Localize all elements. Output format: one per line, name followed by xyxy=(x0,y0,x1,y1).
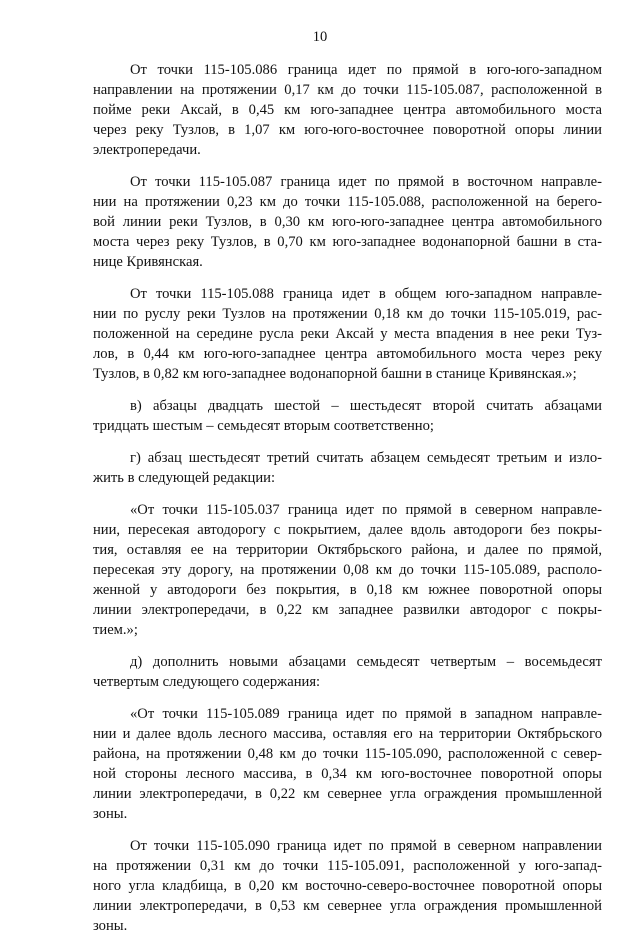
text-line: д) дополнить новыми абзацами семьдесят четвертым – восемьдесят xyxy=(130,654,602,670)
text-line: ной стороны лесного массива, в 0,34 км юго-восточнее поворотной опоры xyxy=(93,766,602,782)
paragraph xyxy=(93,284,602,384)
paragraph xyxy=(93,836,602,936)
text-line: электропередачи. xyxy=(93,142,201,158)
text-line: положенной на середине русла реки Аксай у места впадения в нее реки Туз- xyxy=(93,326,602,342)
text-line: направлении на протяжении 0,17 км до точки 115-105.087, расположенной в xyxy=(93,82,602,98)
text-line: тридцать шестым – семьдесят вторым соответственно; xyxy=(93,418,434,434)
paragraph xyxy=(93,448,602,488)
paragraph xyxy=(93,396,602,436)
paragraph xyxy=(93,172,602,272)
text-line: От точки 115-105.088 граница идет в общем юго-западном направле- xyxy=(130,286,602,302)
text-line: вой линии реки Тузлов, в 0,30 км юго-юго-западнее центра автомобильного xyxy=(93,214,602,230)
text-line: жить в следующей редакции: xyxy=(93,470,276,486)
text-line: зоны. xyxy=(93,918,128,934)
text-line: тия, оставляя ее на территории Октябрьского района, и далее по прямой, xyxy=(93,542,602,558)
text-line: нице Кривянская. xyxy=(93,254,203,270)
text-line: От точки 115-105.090 граница идет по прямой в северном направлении xyxy=(130,838,602,854)
text-line: ного угла кладбища, в 0,20 км восточно-северо-восточнее поворотной опоры xyxy=(93,878,602,894)
text-line: четвертым следующего содержания: xyxy=(93,674,321,690)
page-number: 10 xyxy=(312,29,328,45)
text-line: пойме реки Аксай, в 0,45 км юго-западнее центра автомобильного моста xyxy=(93,102,602,118)
text-line: зоны. xyxy=(93,806,128,822)
text-line: нии, пересекая автодорогу с покрытием, далее вдоль автодороги без покры- xyxy=(93,522,602,538)
text-line: района, на протяжении 0,48 км до точки 115-105.090, расположенной с север- xyxy=(93,746,602,762)
text-line: линии электропередачи, в 0,22 км западнее развилки автодорог с покры- xyxy=(93,602,602,618)
text-line: линии электропередачи, в 0,53 км севернее угла ограждения промышленной xyxy=(93,898,602,914)
text-line: нии и далее вдоль лесного массива, оставляя его на территории Октябрьского xyxy=(93,726,602,742)
text-line: тием.»; xyxy=(93,622,138,638)
paragraph xyxy=(93,60,602,160)
text-line: нии по руслу реки Тузлов на протяжении 0,18 км до точки 115-105.019, рас- xyxy=(93,306,602,322)
text-line: От точки 115-105.086 граница идет по прямой в юго-юго-западном xyxy=(130,62,602,78)
text-line: в) абзацы двадцать шестой – шестьдесят второй считать абзацами xyxy=(130,398,602,414)
text-line: женной у автодороги без покрытия, в 0,18 км южнее поворотной опоры xyxy=(93,582,602,598)
paragraph xyxy=(93,652,602,692)
text-line: «От точки 115-105.037 граница идет по прямой в северном направле- xyxy=(130,502,602,518)
text-line: Тузлов, в 0,82 км юго-западнее водонапорной башни в станице Кривянская.»; xyxy=(93,366,577,382)
document-body xyxy=(93,60,602,948)
text-line: От точки 115-105.087 граница идет по прямой в восточном направле- xyxy=(130,174,602,190)
text-line: нии на протяжении 0,23 км до точки 115-105.088, расположенной на берего- xyxy=(93,194,602,210)
text-line: через реку Тузлов, в 1,07 км юго-юго-восточнее поворотной опоры линии xyxy=(93,122,602,138)
paragraph xyxy=(93,704,602,824)
text-line: моста через реку Тузлов, в 0,70 км юго-западнее водонапорной башни в ста- xyxy=(93,234,602,250)
text-line: пересекая эту дорогу, на протяжении 0,08 км до точки 115-105.089, располо- xyxy=(93,562,602,578)
text-line: линии электропередачи, в 0,22 км севернее угла ограждения промышленной xyxy=(93,786,602,802)
text-line: на протяжении 0,31 км до точки 115-105.091, расположенной у юго-запад- xyxy=(93,858,602,874)
text-line: г) абзац шестьдесят третий считать абзацем семьдесят третьим и изло- xyxy=(130,450,602,466)
paragraph xyxy=(93,500,602,640)
text-line: лов, в 0,44 км юго-юго-западнее центра автомобильного моста через реку xyxy=(93,346,602,362)
text-line: «От точки 115-105.089 граница идет по прямой в западном направле- xyxy=(130,706,602,722)
